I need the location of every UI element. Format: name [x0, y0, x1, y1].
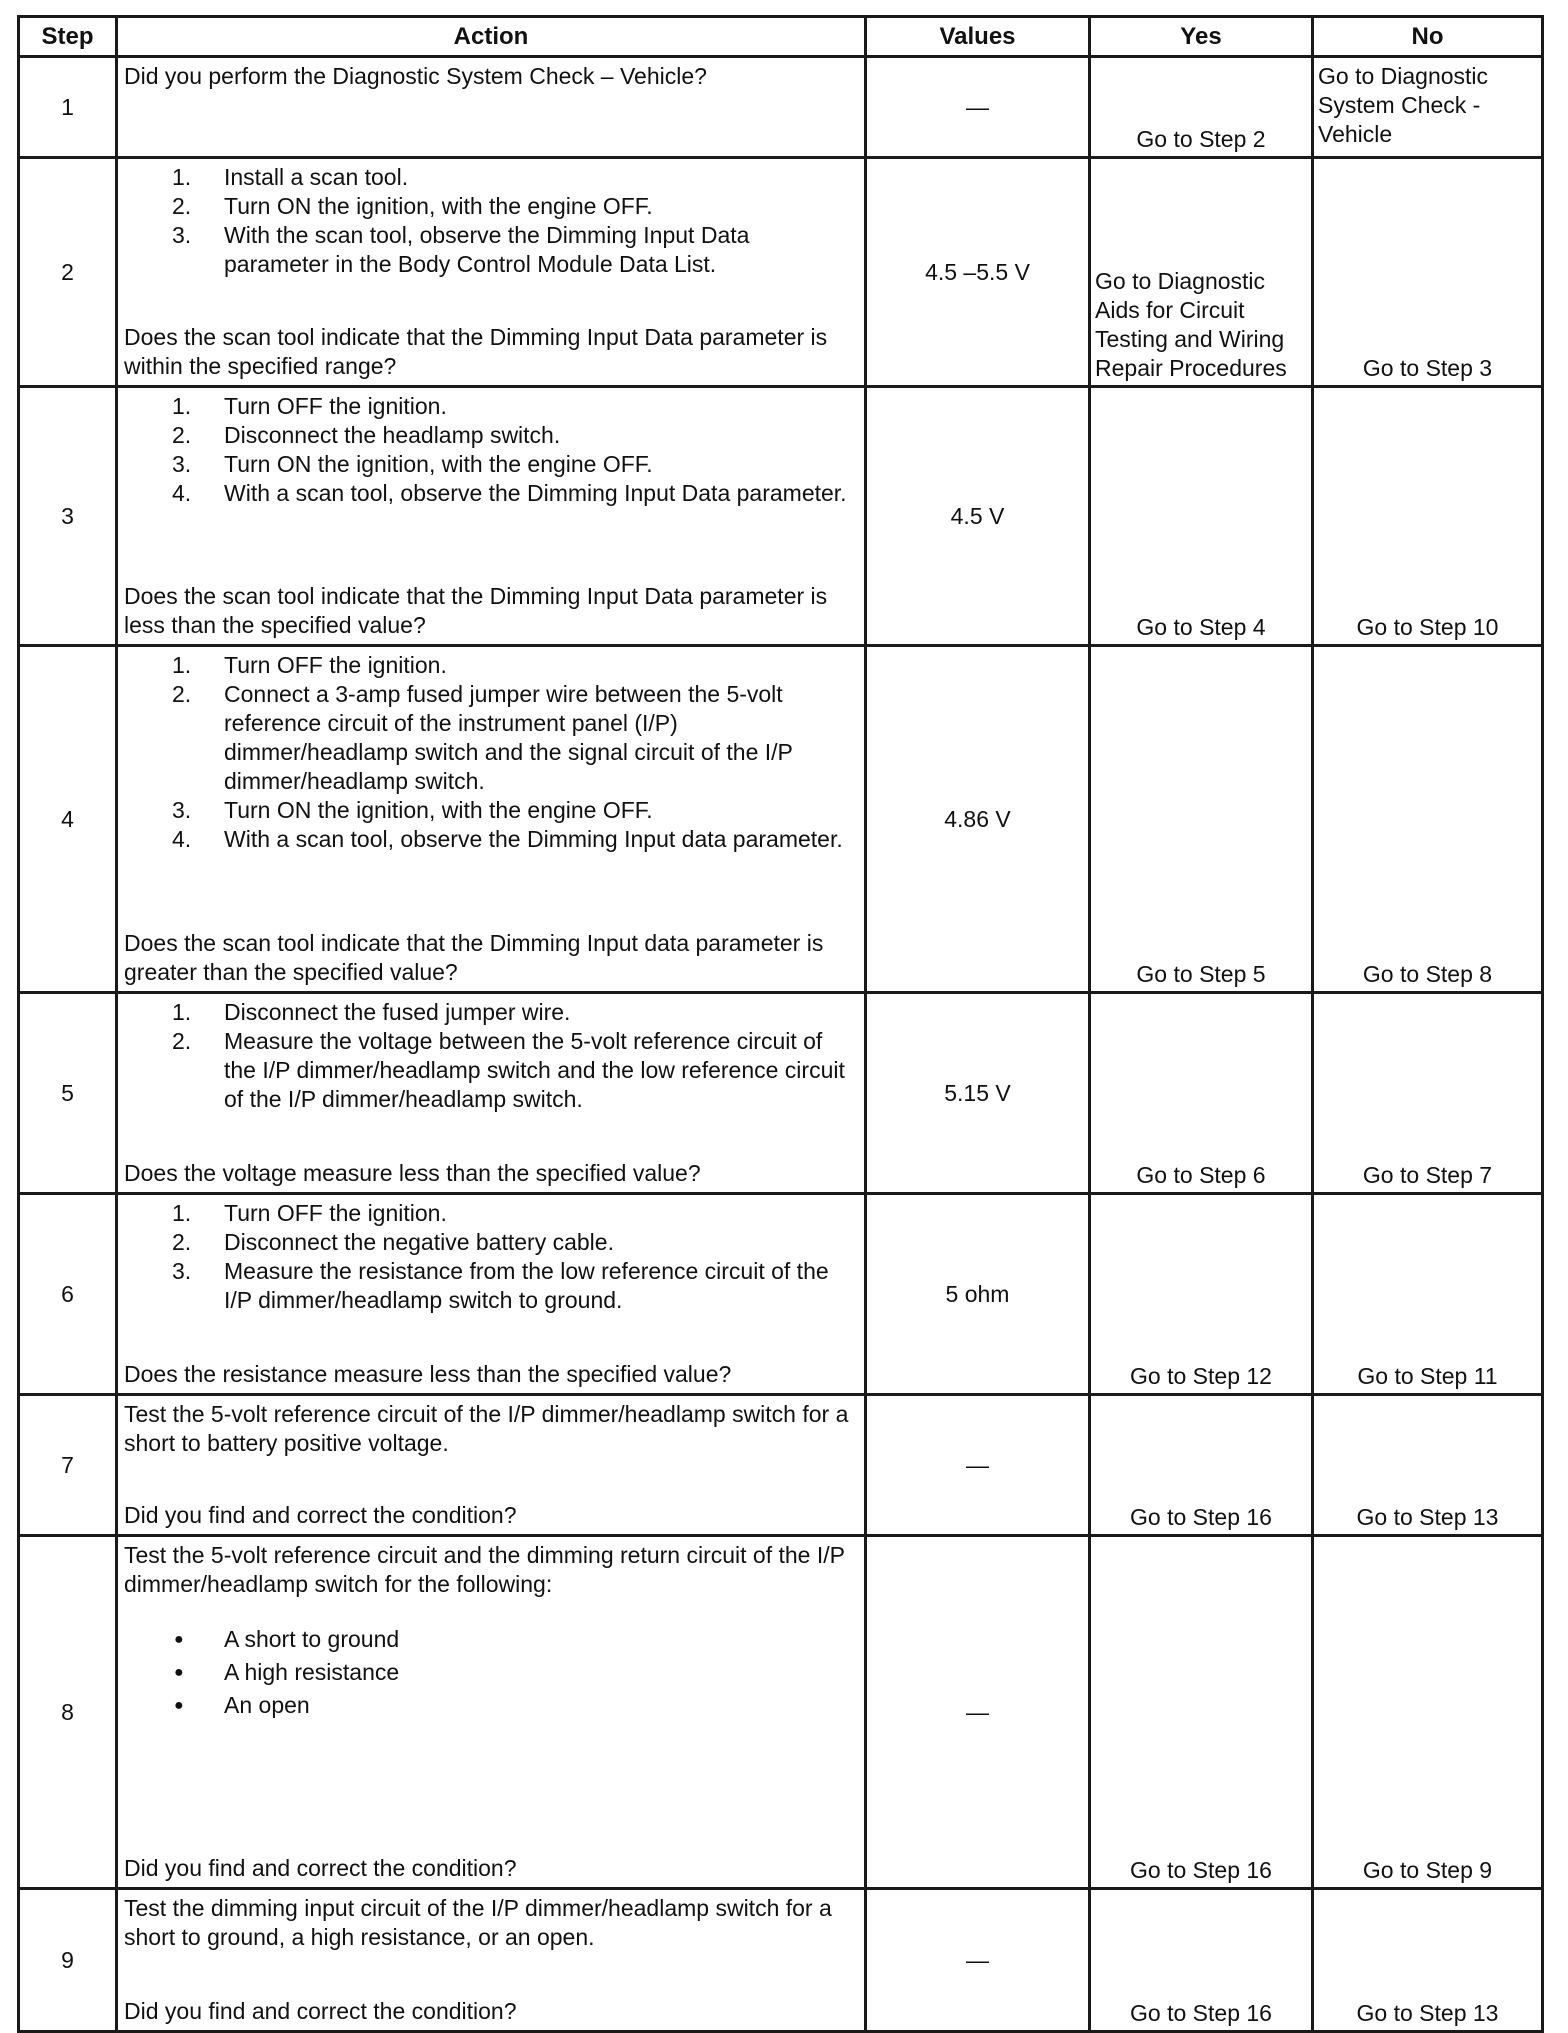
value-cell: — [866, 1395, 1090, 1536]
action-steps [124, 1199, 858, 1315]
action-step: Turn OFF the ignition. [224, 1200, 447, 1226]
action-question: Does the scan tool indicate that the Dimming Input data parameter is greater than the specified value? [124, 930, 824, 985]
action-step: Disconnect the headlamp switch. [224, 422, 561, 448]
action-cell [117, 993, 866, 1194]
action-question: Does the scan tool indicate that the Dimming Input Data parameter is within the specified range? [124, 324, 828, 379]
table-row [19, 1395, 1543, 1536]
action-text: Test the 5-volt reference circuit of the I/P dimmer/headlamp switch for a short to battery positive voltage. [124, 1401, 849, 1456]
action-step: Disconnect the fused jumper wire. [224, 999, 571, 1025]
action-step: Disconnect the negative battery cable. [224, 1229, 614, 1255]
value-cell: 5 ohm [866, 1194, 1090, 1395]
action-question: Did you find and correct the condition? [124, 1855, 517, 1881]
step-number: 9 [19, 1889, 117, 2032]
table-row [19, 57, 1543, 158]
step-number: 8 [19, 1536, 117, 1889]
table-row [19, 646, 1543, 993]
step-number: 4 [19, 646, 117, 993]
action-cell [117, 57, 866, 158]
value-cell: — [866, 57, 1090, 158]
action-question: Does the scan tool indicate that the Dimming Input Data parameter is less than the specified value? [124, 583, 828, 638]
header-yes: Yes [1090, 17, 1313, 57]
no-cell: Go to Step 9 [1313, 1536, 1543, 1889]
condition-item: ● A high resistance [224, 1656, 858, 1689]
condition-list [124, 1623, 858, 1722]
no-cell: Go to Diagnostic System Check - Vehicle [1313, 57, 1543, 158]
action-text: Did you perform the Diagnostic System Check – Vehicle? [124, 63, 707, 89]
no-cell: Go to Step 10 [1313, 387, 1543, 646]
action-question: Does the resistance measure less than the specified value? [124, 1361, 732, 1387]
value-cell: 5.15 V [866, 993, 1090, 1194]
diagnostic-table [17, 15, 1544, 2033]
condition-item: ● A short to ground [224, 1623, 858, 1656]
action-step: Measure the voltage between the 5-volt reference circuit of the I/P dimmer/headlamp switch and the low reference circuit of the I/P dimmer/headlamp switch. [224, 1028, 845, 1112]
action-question: Did you find and correct the condition? [124, 1502, 517, 1528]
no-cell: Go to Step 11 [1313, 1194, 1543, 1395]
action-step: Turn OFF the ignition. [224, 393, 447, 419]
header-no: No [1313, 17, 1543, 57]
action-step: Connect a 3-amp fused jumper wire between the 5-volt reference circuit of the instrument panel (I/P) dimmer/headlamp switch and the signal circuit of the I/P dimmer/headlamp switch. [224, 681, 793, 794]
table-row [19, 993, 1543, 1194]
step-number: 3 [19, 387, 117, 646]
header-action: Action [117, 17, 866, 57]
action-cell [117, 1889, 866, 2032]
step-number: 5 [19, 993, 117, 1194]
yes-cell: Go to Diagnostic Aids for Circuit Testing and Wiring Repair Procedures [1090, 158, 1313, 387]
action-cell [117, 1536, 866, 1889]
action-question: Did you find and correct the condition? [124, 1998, 517, 2024]
no-cell: Go to Step 13 [1313, 1395, 1543, 1536]
value-cell: — [866, 1889, 1090, 2032]
no-cell: Go to Step 3 [1313, 158, 1543, 387]
yes-cell: Go to Step 16 [1090, 1889, 1313, 2032]
yes-cell: Go to Step 16 [1090, 1395, 1313, 1536]
header-values: Values [866, 17, 1090, 57]
action-step: Install a scan tool. [224, 164, 409, 190]
yes-cell: Go to Step 2 [1090, 57, 1313, 158]
header-step: Step [19, 17, 117, 57]
action-step: With the scan tool, observe the Dimming Input Data parameter in the Body Control Module Data List. [224, 222, 750, 277]
action-steps [124, 998, 858, 1114]
table-row [19, 158, 1543, 387]
action-step: Turn ON the ignition, with the engine OFF. [224, 451, 653, 477]
condition-item: ● An open [224, 1689, 858, 1722]
action-cell [117, 1395, 866, 1536]
no-cell: Go to Step 8 [1313, 646, 1543, 993]
yes-cell: Go to Step 4 [1090, 387, 1313, 646]
no-cell: Go to Step 13 [1313, 1889, 1543, 2032]
action-step: Turn ON the ignition, with the engine OFF. [224, 797, 653, 823]
action-text: Test the 5-volt reference circuit and the dimming return circuit of the I/P dimmer/headlamp switch for the following: [124, 1542, 845, 1597]
yes-cell: Go to Step 12 [1090, 1194, 1313, 1395]
yes-cell: Go to Step 16 [1090, 1536, 1313, 1889]
step-number: 6 [19, 1194, 117, 1395]
value-cell: 4.5 –5.5 V [866, 158, 1090, 387]
step-number: 1 [19, 57, 117, 158]
value-cell: — [866, 1536, 1090, 1889]
value-cell: 4.5 V [866, 387, 1090, 646]
action-steps [124, 392, 858, 508]
action-cell [117, 1194, 866, 1395]
header-row [19, 17, 1543, 57]
value-cell: 4.86 V [866, 646, 1090, 993]
action-cell [117, 158, 866, 387]
action-step: With a scan tool, observe the Dimming Input Data parameter. [224, 480, 847, 506]
action-cell [117, 387, 866, 646]
step-number: 2 [19, 158, 117, 387]
action-question: Does the voltage measure less than the specified value? [124, 1160, 701, 1186]
table-row [19, 1536, 1543, 1889]
table-row [19, 1889, 1543, 2032]
table-row [19, 387, 1543, 646]
step-number: 7 [19, 1395, 117, 1536]
action-steps [124, 163, 858, 279]
no-cell: Go to Step 7 [1313, 993, 1543, 1194]
action-step: Measure the resistance from the low reference circuit of the I/P dimmer/headlamp switch to ground. [224, 1258, 829, 1313]
yes-cell: Go to Step 5 [1090, 646, 1313, 993]
action-step: Turn OFF the ignition. [224, 652, 447, 678]
action-text: Test the dimming input circuit of the I/P dimmer/headlamp switch for a short to ground, a high resistance, or an open. [124, 1895, 832, 1950]
action-step: With a scan tool, observe the Dimming Input data parameter. [224, 826, 843, 852]
yes-cell: Go to Step 6 [1090, 993, 1313, 1194]
table-row [19, 1194, 1543, 1395]
action-cell [117, 646, 866, 993]
action-steps [124, 651, 858, 854]
action-step: Turn ON the ignition, with the engine OFF. [224, 193, 653, 219]
